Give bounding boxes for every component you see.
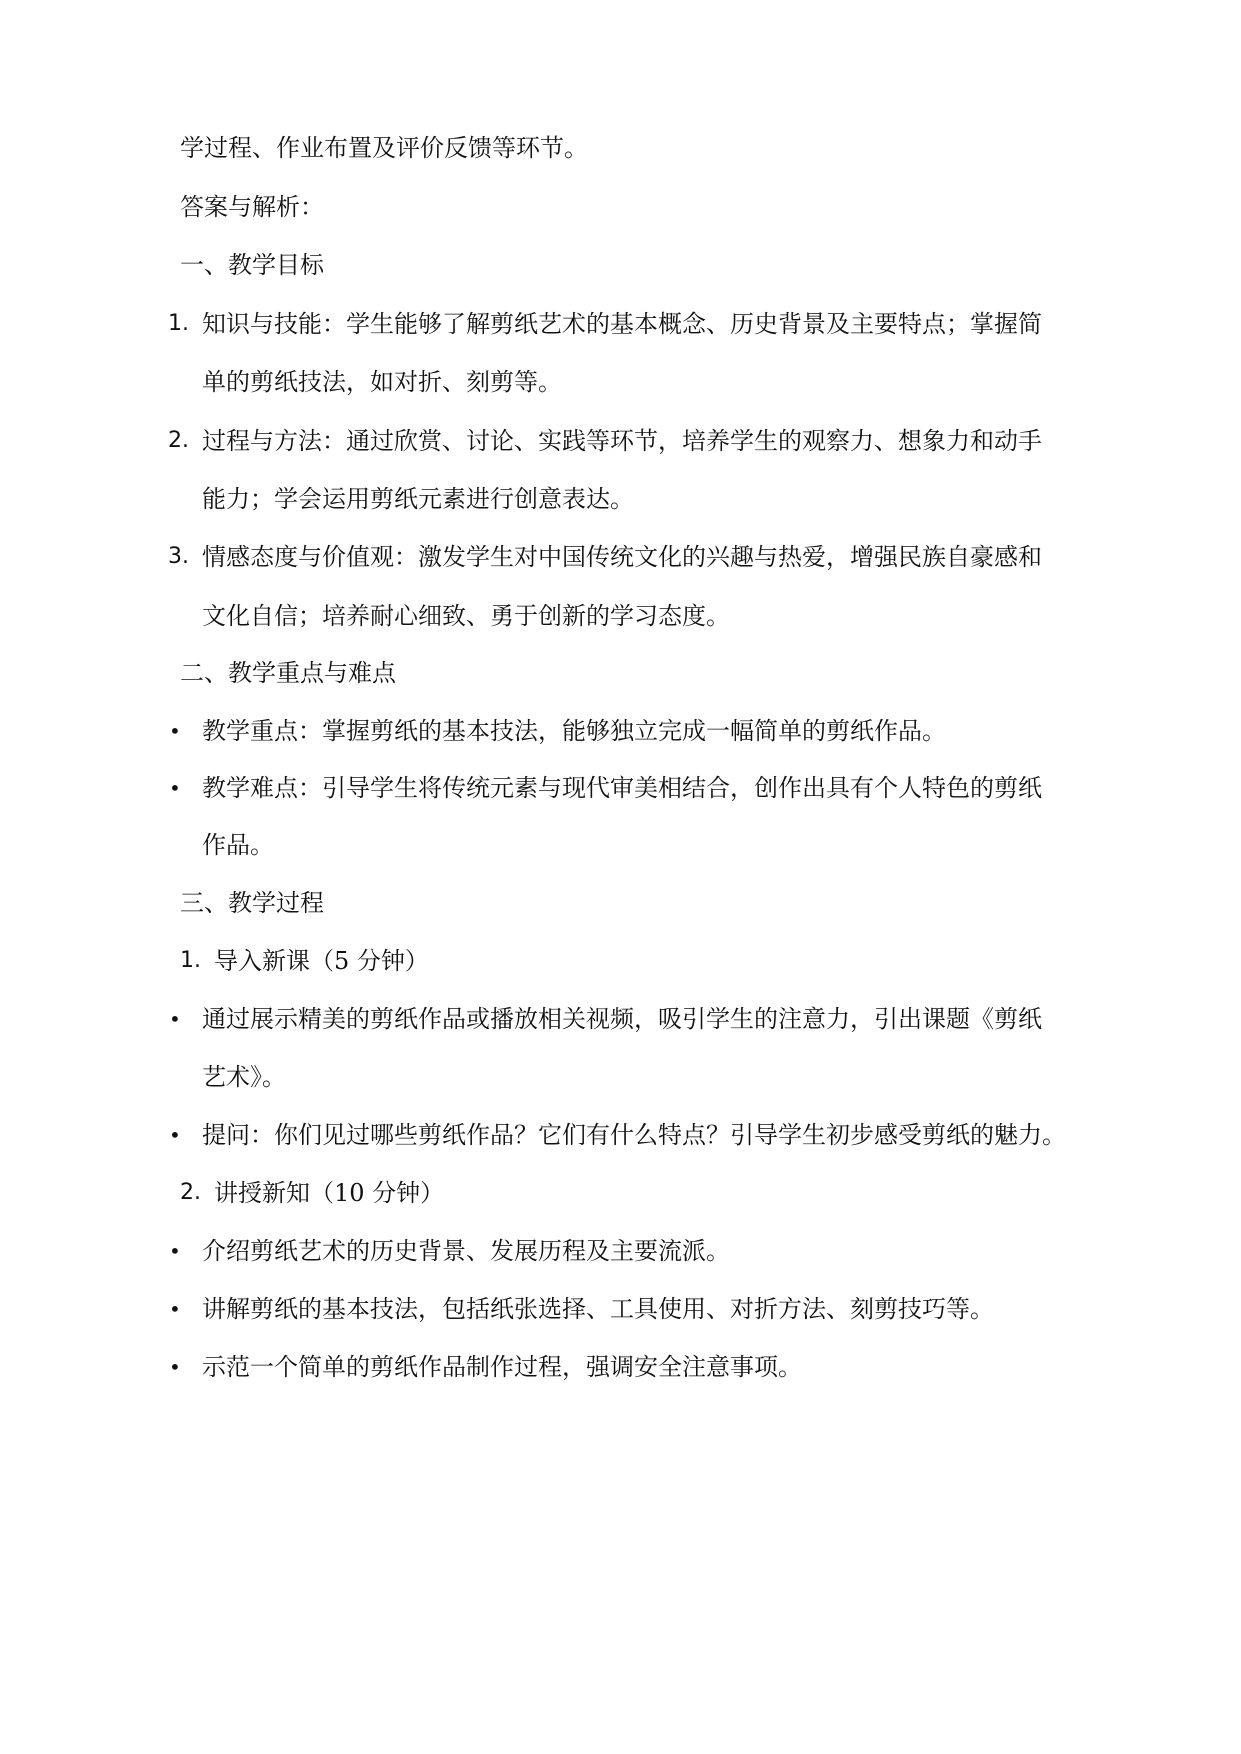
bullet-dot: •: [169, 1239, 181, 1263]
focus-item-line: 作品。: [202, 831, 274, 859]
continuation-text: 学过程、作业布置及评价反馈等环节。: [180, 134, 588, 162]
section-heading-text: 三、教学过程: [180, 889, 324, 917]
focus-item-2: [0, 768, 1241, 808]
section-heading-text: 一、教学目标: [180, 251, 324, 279]
goal-item-2: [0, 421, 1241, 461]
bullet-dot: •: [169, 1007, 181, 1031]
process-bullet: [0, 1347, 1241, 1387]
process-bullet: [0, 1231, 1241, 1271]
goal-item-1-continued: [0, 362, 1241, 402]
process-bullet: [0, 1289, 1241, 1329]
answer-heading-text: 答案与解析：: [180, 193, 324, 221]
process-bullet-line: 通过展示精美的剪纸作品或播放相关视频，吸引学生的注意力，引出课题《剪纸: [202, 1005, 1042, 1033]
process-bullet: [0, 999, 1241, 1039]
section-heading-text: 二、教学重点与难点: [180, 659, 396, 687]
list-number: 1.: [180, 948, 201, 973]
goal-item-line: 过程与方法：通过欣赏、讨论、实践等环节，培养学生的观察力、想象力和动手: [202, 427, 1042, 455]
goal-item-3: [0, 537, 1241, 577]
bullet-dot: •: [169, 1123, 181, 1147]
list-number: 1.: [168, 311, 189, 336]
focus-item-line: 教学重点：掌握剪纸的基本技法，能够独立完成一幅简单的剪纸作品。: [202, 717, 946, 745]
bullet-dot: •: [169, 1297, 181, 1321]
goal-item-line: 知识与技能：学生能够了解剪纸艺术的基本概念、历史背景及主要特点；掌握简: [202, 310, 1042, 338]
process-bullet-line: 艺术》。: [202, 1063, 286, 1091]
section-heading-process: [0, 883, 1241, 923]
focus-item-line: 教学难点：引导学生将传统元素与现代审美相结合，创作出具有个人特色的剪纸: [202, 774, 1042, 802]
bullet-dot: •: [169, 1355, 181, 1379]
process-bullet: [0, 1115, 1241, 1155]
goal-item-3-continued: [0, 596, 1241, 636]
process-bullet-line: 介绍剪纸艺术的历史背景、发展历程及主要流派。: [202, 1237, 730, 1265]
process-step-title: 讲授新知（10 分钟）: [214, 1179, 445, 1207]
goal-item-2-continued: [0, 479, 1241, 519]
goal-item-line: 文化自信；培养耐心细致、勇于创新的学习态度。: [202, 602, 730, 630]
goal-item-1: [0, 304, 1241, 344]
process-bullet-continued: [0, 1057, 1241, 1097]
process-step-title: 导入新课（5 分钟）: [214, 947, 429, 975]
process-step-1: [0, 941, 1241, 981]
section-heading-goals: [0, 245, 1241, 285]
process-bullet-line: 讲解剪纸的基本技法，包括纸张选择、工具使用、对折方法、刻剪技巧等。: [202, 1295, 994, 1323]
goal-item-line: 情感态度与价值观：激发学生对中国传统文化的兴趣与热爱，增强民族自豪感和: [202, 543, 1042, 571]
goal-item-line: 能力；学会运用剪纸元素进行创意表达。: [202, 485, 634, 513]
focus-item-2-continued: [0, 825, 1241, 865]
process-bullet-line: 示范一个简单的剪纸作品制作过程，强调安全注意事项。: [202, 1353, 802, 1381]
bullet-dot: •: [169, 719, 181, 743]
goal-item-line: 单的剪纸技法，如对折、刻剪等。: [202, 368, 562, 396]
section-heading-focus: [0, 653, 1241, 693]
focus-item-1: [0, 711, 1241, 751]
answer-heading: [0, 187, 1241, 227]
list-number: 2.: [180, 1180, 201, 1205]
list-number: 3.: [168, 544, 189, 569]
bullet-dot: •: [169, 776, 181, 800]
list-number: 2.: [168, 428, 189, 453]
process-bullet-line: 提问：你们见过哪些剪纸作品？它们有什么特点？引导学生初步感受剪纸的魅力。: [202, 1121, 1066, 1149]
process-step-2: [0, 1173, 1241, 1213]
continuation-line: [0, 128, 1241, 168]
